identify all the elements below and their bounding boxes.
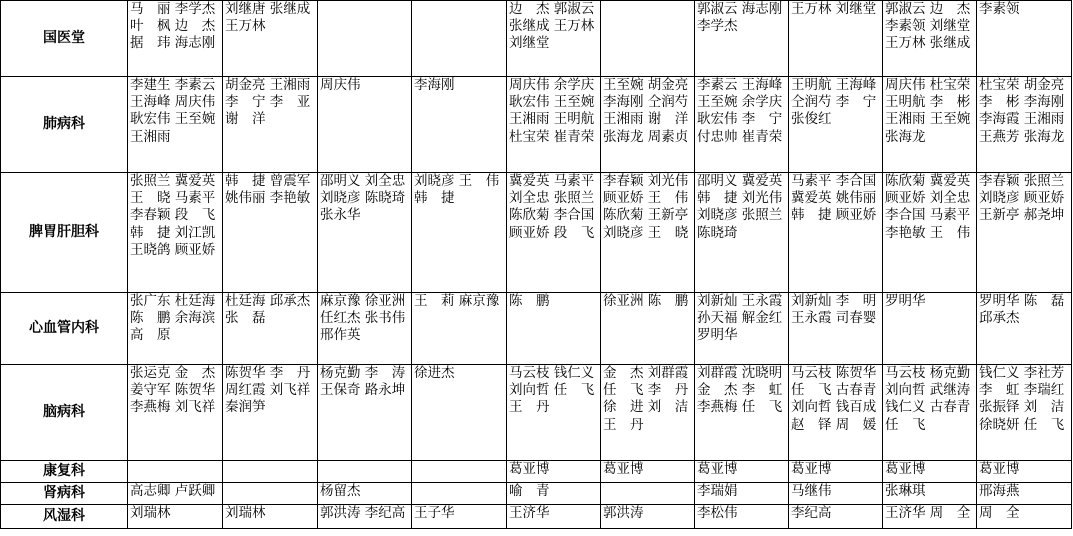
doctor-names-line: 刘新灿 王永霞 <box>697 293 783 309</box>
schedule-cell <box>223 461 318 483</box>
doctor-names-line: 李春颖 段 飞 <box>130 207 216 224</box>
doctor-names-line: 邢作英 <box>320 327 361 344</box>
schedule-cell <box>695 1 789 77</box>
doctor-names-line: 刘晓彦 顾亚娇 <box>979 190 1065 207</box>
schedule-cell <box>883 1 977 77</box>
schedule-cell <box>883 505 977 529</box>
doctor-names-line: 周庆伟 <box>320 77 361 93</box>
doctor-names-line: 李松伟 <box>697 505 738 521</box>
schedule-cell <box>318 293 412 365</box>
doctor-names-line: 张琳琪 <box>885 483 926 499</box>
doctor-names-line: 金 杰 刘群霞 <box>603 365 689 381</box>
doctor-names-line: 秦润笋 <box>225 399 266 416</box>
doctor-names-line: 马 丽 李学杰 <box>130 1 216 17</box>
doctor-names-line: 罗明华 陈 磊 <box>979 293 1065 309</box>
doctor-names-line: 王万林 <box>225 18 266 35</box>
doctor-names-line: 王明航 李 彬 <box>885 94 971 111</box>
schedule-cell <box>128 505 223 529</box>
doctor-names-line: 陈 鹏 余海滨 <box>130 310 216 327</box>
department-name: 肺病科 <box>1 77 128 173</box>
department-name: 脑病科 <box>1 365 128 461</box>
schedule-cell <box>789 365 883 461</box>
schedule-row <box>1 461 1072 483</box>
doctor-names-line: 赵 铎 周 媛 <box>791 416 877 433</box>
schedule-cell <box>223 483 318 505</box>
schedule-cell <box>128 173 223 293</box>
doctor-names-line: 王济华 周 全 <box>885 505 971 521</box>
doctor-names-line: 葛亚博 <box>603 461 644 477</box>
doctor-names-line: 任 飞 李 丹 <box>603 382 689 399</box>
schedule-cell <box>695 505 789 529</box>
doctor-names-line: 韩 捷 刘江凯 <box>130 224 216 241</box>
schedule-cell <box>412 1 507 77</box>
schedule-cell <box>789 461 883 483</box>
schedule-cell <box>977 461 1072 483</box>
doctor-names-line: 邢海燕 <box>979 483 1020 499</box>
doctor-names-line: 刘新灿 李 明 <box>791 293 877 309</box>
schedule-cell <box>789 77 883 173</box>
doctor-names-line: 刘向哲 钱百成 <box>791 399 877 416</box>
doctor-names-line: 杨留杰 <box>320 483 361 499</box>
doctor-names-line: 刘晓彦 陈晓琦 <box>320 190 406 207</box>
doctor-names-line: 耿宏伟 李 宁 <box>697 111 783 128</box>
doctor-names-line: 马云枝 陈贺华 <box>791 365 877 381</box>
doctor-names-line: 王新亭 郝尧坤 <box>979 207 1065 224</box>
schedule-cell <box>601 461 695 483</box>
doctor-names-line: 郭洪涛 李纪高 <box>320 505 406 521</box>
schedule-row <box>1 293 1072 365</box>
doctor-names-line: 王湘雨 王至婉 <box>885 111 971 128</box>
doctor-names-line: 周庆伟 余学庆 <box>509 77 595 93</box>
schedule-cell <box>128 1 223 77</box>
schedule-cell <box>412 483 507 505</box>
doctor-names-line: 刘晓彦 王 晓 <box>603 224 689 241</box>
doctor-names-line: 刘继堂 <box>509 35 550 52</box>
schedule-cell <box>318 173 412 293</box>
schedule-row <box>1 1 1072 77</box>
schedule-cell <box>695 293 789 365</box>
doctor-names-line: 李海刚 仝润芍 <box>603 94 689 111</box>
doctor-names-line: 王至婉 胡金亮 <box>603 77 689 93</box>
doctor-names-line: 张海龙 <box>885 128 926 145</box>
schedule-cell <box>601 505 695 529</box>
doctor-names-line: 李瑞娟 <box>697 483 738 499</box>
schedule-cell <box>318 483 412 505</box>
doctor-names-line: 陈 鹏 <box>509 293 550 309</box>
schedule-cell <box>977 293 1072 365</box>
schedule-cell <box>789 505 883 529</box>
doctor-names-line: 李 虹 李瑞红 <box>979 382 1065 399</box>
doctor-names-line: 周红霞 刘飞祥 <box>225 382 311 399</box>
schedule-cell <box>695 483 789 505</box>
schedule-cell <box>977 505 1072 529</box>
doctor-names-line: 罗明华 <box>697 327 738 344</box>
schedule-cell <box>977 365 1072 461</box>
schedule-cell <box>695 77 789 173</box>
doctor-names-line: 杜宝荣 崔青荣 <box>509 128 595 145</box>
doctor-names-line: 周庆伟 杜宝荣 <box>885 77 971 93</box>
schedule-cell <box>789 1 883 77</box>
doctor-names-line: 张 磊 <box>225 310 266 327</box>
doctor-names-line: 陈欣菊 王新亭 <box>603 207 689 224</box>
doctor-names-line: 韩 捷 刘光伟 <box>697 190 783 207</box>
doctor-names-line: 杜廷海 邱承杰 <box>225 293 311 309</box>
doctor-names-line: 麻京豫 徐亚洲 <box>320 293 406 309</box>
doctor-names-line: 李 彬 李海刚 <box>979 94 1065 111</box>
schedule-cell <box>601 483 695 505</box>
department-name: 风湿科 <box>1 505 128 529</box>
doctor-names-line: 张广东 杜廷海 <box>130 293 216 309</box>
doctor-names-line: 郭洪涛 <box>603 505 644 521</box>
doctor-names-line: 据 玮 海志刚 <box>130 35 216 52</box>
doctor-names-line: 郭淑云 海志刚 <box>697 1 783 17</box>
schedule-row <box>1 173 1072 293</box>
doctor-names-line: 王子华 <box>414 505 455 521</box>
schedule-cell <box>128 365 223 461</box>
schedule-cell <box>507 483 601 505</box>
schedule-cell <box>601 1 695 77</box>
doctor-names-line: 李合国 马素平 <box>885 207 971 224</box>
doctor-names-line: 韩 捷 顾亚娇 <box>791 207 877 224</box>
schedule-cell <box>695 461 789 483</box>
doctor-names-line: 边 杰 郭淑云 <box>509 1 595 17</box>
doctor-names-line: 刘瑞林 <box>130 505 171 521</box>
doctor-names-line: 王湘雨 谢 洋 <box>603 111 689 128</box>
schedule-cell <box>412 77 507 173</box>
department-name: 脾胃肝胆科 <box>1 173 128 293</box>
doctor-names-line: 王济华 <box>509 505 550 521</box>
doctor-names-line: 刘向哲 武继涛 <box>885 382 971 399</box>
doctor-names-line: 陈欣菊 冀爱英 <box>885 173 971 189</box>
doctor-names-line: 耿宏伟 王至婉 <box>509 94 595 111</box>
doctor-names-line: 刘晓彦 张照兰 <box>697 207 783 224</box>
doctor-names-line: 姜守军 陈贺华 <box>130 382 216 399</box>
doctor-names-line: 王湘雨 <box>130 128 171 145</box>
doctor-names-line: 姚伟丽 李艳敏 <box>225 190 311 207</box>
doctor-names-line: 张照兰 冀爱英 <box>130 173 216 189</box>
doctor-names-line: 李燕梅 任 飞 <box>697 399 783 416</box>
schedule-cell <box>601 365 695 461</box>
schedule-cell <box>318 505 412 529</box>
doctor-names-line: 王 晓 马素平 <box>130 190 216 207</box>
doctor-names-line: 钱仁义 古春青 <box>885 399 971 416</box>
doctor-names-line: 王燕芳 张海龙 <box>979 128 1065 145</box>
schedule-cell <box>223 293 318 365</box>
doctor-names-line: 王至婉 余学庆 <box>697 94 783 111</box>
doctor-names-line: 张海龙 周素贞 <box>603 128 689 145</box>
schedule-cell <box>789 483 883 505</box>
doctor-names-line: 葛亚博 <box>509 461 550 477</box>
doctor-names-line: 冀爱英 马素平 <box>509 173 595 189</box>
doctor-names-line: 王 丹 <box>509 399 550 416</box>
schedule-cell <box>223 1 318 77</box>
doctor-names-line: 刘继唐 张继成 <box>225 1 311 17</box>
schedule-cell <box>883 483 977 505</box>
doctor-names-line: 张永华 <box>320 207 361 224</box>
doctor-names-line: 周 全 <box>979 505 1020 521</box>
schedule-cell <box>128 77 223 173</box>
doctor-names-line: 邱承杰 <box>979 310 1020 327</box>
department-name: 心血管内科 <box>1 293 128 365</box>
schedule-cell <box>695 173 789 293</box>
schedule-cell <box>412 173 507 293</box>
schedule-cell <box>789 173 883 293</box>
doctor-names-line: 任 飞 古春青 <box>791 382 877 399</box>
schedule-cell <box>507 77 601 173</box>
doctor-names-line: 谢 洋 <box>225 111 266 128</box>
doctor-names-line: 仝润芍 李 宁 <box>791 94 877 111</box>
doctor-names-line: 邵明义 刘全忠 <box>320 173 406 189</box>
doctor-names-line: 罗明华 <box>885 293 926 309</box>
doctor-names-line: 李 宁 李 亚 <box>225 94 311 111</box>
schedule-cell <box>128 483 223 505</box>
doctor-names-line: 叶 枫 边 杰 <box>130 18 216 35</box>
schedule-cell <box>412 461 507 483</box>
schedule-cell <box>883 77 977 173</box>
schedule-cell <box>601 173 695 293</box>
doctor-names-line: 葛亚博 <box>697 461 738 477</box>
doctor-names-line: 韩 捷 曾震军 <box>225 173 311 189</box>
schedule-body <box>1 1 1072 529</box>
doctor-names-line: 张俊红 <box>791 111 832 128</box>
doctor-names-line: 徐 进 刘 洁 <box>603 399 689 416</box>
schedule-cell <box>507 505 601 529</box>
department-name: 肾病科 <box>1 483 128 505</box>
schedule-cell <box>412 365 507 461</box>
schedule-cell <box>223 77 318 173</box>
doctor-names-line: 杜宝荣 胡金亮 <box>979 77 1065 93</box>
doctor-names-line: 葛亚博 <box>885 461 926 477</box>
schedule-cell <box>412 293 507 365</box>
doctor-names-line: 葛亚博 <box>791 461 832 477</box>
doctor-names-line: 王海峰 周庆伟 <box>130 94 216 111</box>
doctor-names-line: 李学杰 <box>697 18 738 35</box>
doctor-names-line: 冀爱英 姚伟丽 <box>791 190 877 207</box>
schedule-cell <box>128 461 223 483</box>
doctor-names-line: 刘向哲 任 飞 <box>509 382 595 399</box>
schedule-cell <box>883 365 977 461</box>
doctor-names-line: 陈欣菊 李合国 <box>509 207 595 224</box>
schedule-cell <box>977 77 1072 173</box>
doctor-names-line: 徐亚洲 陈 鹏 <box>603 293 689 309</box>
schedule-cell <box>883 293 977 365</box>
schedule-cell <box>601 293 695 365</box>
schedule-cell <box>695 365 789 461</box>
schedule-cell <box>507 461 601 483</box>
schedule-cell <box>883 461 977 483</box>
doctor-names-line: 王晓鸽 顾亚娇 <box>130 241 216 258</box>
doctor-names-line: 李燕梅 刘飞祥 <box>130 399 216 416</box>
doctor-names-line: 王 莉 麻京豫 <box>414 293 500 309</box>
schedule-row <box>1 483 1072 505</box>
doctor-names-line: 付忠帅 崔青荣 <box>697 128 783 145</box>
doctor-names-line: 徐晓妍 任 飞 <box>979 416 1065 433</box>
doctor-names-line: 马云枝 钱仁义 <box>509 365 595 381</box>
doctor-names-line: 李艳敏 王 伟 <box>885 224 971 241</box>
doctor-names-line: 耿宏伟 王至婉 <box>130 111 216 128</box>
doctor-names-line: 高 原 <box>130 327 171 344</box>
doctor-names-line: 郭淑云 边 杰 <box>885 1 971 17</box>
doctor-names-line: 金 杰 李 虹 <box>697 382 783 399</box>
doctor-names-line: 刘群霞 沈晓明 <box>697 365 783 381</box>
doctor-names-line: 王万林 张继成 <box>885 35 971 52</box>
doctor-names-line: 马云枝 杨克勤 <box>885 365 971 381</box>
schedule-cell <box>883 173 977 293</box>
doctor-names-line: 陈贺华 李 丹 <box>225 365 311 381</box>
doctor-names-line: 高志卿 卢跃卿 <box>130 483 216 499</box>
doctor-names-line: 钱仁义 李社芳 <box>979 365 1065 381</box>
schedule-cell <box>128 293 223 365</box>
doctor-names-line: 顾亚娇 段 飞 <box>509 224 595 241</box>
schedule-row <box>1 77 1072 173</box>
doctor-names-line: 王湘雨 王明航 <box>509 111 595 128</box>
schedule-cell <box>507 365 601 461</box>
doctor-names-line: 李海刚 <box>414 77 455 93</box>
doctor-names-line: 刘瑞林 <box>225 505 266 521</box>
schedule-cell <box>223 365 318 461</box>
doctor-names-line: 刘全忠 张照兰 <box>509 190 595 207</box>
doctor-names-line: 李建生 李素云 <box>130 77 216 93</box>
doctor-names-line: 陈晓琦 <box>697 224 738 241</box>
doctor-names-line: 张运克 金 杰 <box>130 365 216 381</box>
doctor-names-line: 李春颖 刘光伟 <box>603 173 689 189</box>
doctor-names-line: 李海霞 王湘雨 <box>979 111 1065 128</box>
schedule-cell <box>223 173 318 293</box>
doctor-names-line: 王明航 王海峰 <box>791 77 877 93</box>
doctor-names-line: 任 飞 <box>885 416 926 433</box>
schedule-cell <box>318 1 412 77</box>
department-name: 国医堂 <box>1 1 128 77</box>
doctor-names-line: 李素领 刘继堂 <box>885 18 971 35</box>
doctor-names-line: 李纪高 <box>791 505 832 521</box>
doctor-names-line: 马继伟 <box>791 483 832 499</box>
doctor-names-line: 王 丹 <box>603 416 644 433</box>
schedule-cell <box>318 461 412 483</box>
doctor-names-line: 刘晓彦 王 伟 <box>414 173 500 189</box>
doctor-names-line: 徐进杰 <box>414 365 455 381</box>
doctor-names-line: 喻 青 <box>509 483 550 499</box>
doctor-names-line: 李素云 王海峰 <box>697 77 783 93</box>
schedule-cell <box>977 173 1072 293</box>
doctor-names-line: 马素平 李合国 <box>791 173 877 189</box>
schedule-cell <box>223 505 318 529</box>
schedule-cell <box>977 1 1072 77</box>
doctor-names-line: 葛亚博 <box>979 461 1020 477</box>
doctor-names-line: 任红杰 张书伟 <box>320 310 406 327</box>
doctor-names-line: 张继成 王万林 <box>509 18 595 35</box>
doctor-names-line: 顾亚娇 王 伟 <box>603 190 689 207</box>
doctor-names-line: 韩 捷 <box>414 190 455 207</box>
schedule-cell <box>789 293 883 365</box>
doctor-names-line: 王万林 刘继堂 <box>791 1 877 17</box>
schedule-cell <box>601 77 695 173</box>
doctor-names-line: 李素领 <box>979 1 1020 17</box>
doctor-names-line: 王永霞 司春婴 <box>791 310 877 327</box>
schedule-cell <box>412 505 507 529</box>
schedule-cell <box>507 1 601 77</box>
doctor-names-line: 李春颖 张照兰 <box>979 173 1065 189</box>
schedule-cell <box>507 173 601 293</box>
schedule-row <box>1 505 1072 529</box>
doctor-names-line: 杨克勤 李 涛 <box>320 365 406 381</box>
doctor-names-line: 孙天福 解金红 <box>697 310 783 327</box>
doctor-names-line: 邵明义 冀爱英 <box>697 173 783 189</box>
schedule-row <box>1 365 1072 461</box>
department-name: 康复科 <box>1 461 128 483</box>
doctor-names-line: 顾亚娇 刘全忠 <box>885 190 971 207</box>
doctor-names-line: 张振铎 刘 洁 <box>979 399 1065 416</box>
schedule-cell <box>507 293 601 365</box>
doctor-names-line: 胡金亮 王湘雨 <box>225 77 311 93</box>
schedule-cell <box>318 77 412 173</box>
schedule-cell <box>318 365 412 461</box>
doctor-names-line: 王保奇 路永坤 <box>320 382 406 399</box>
schedule-cell <box>977 483 1072 505</box>
